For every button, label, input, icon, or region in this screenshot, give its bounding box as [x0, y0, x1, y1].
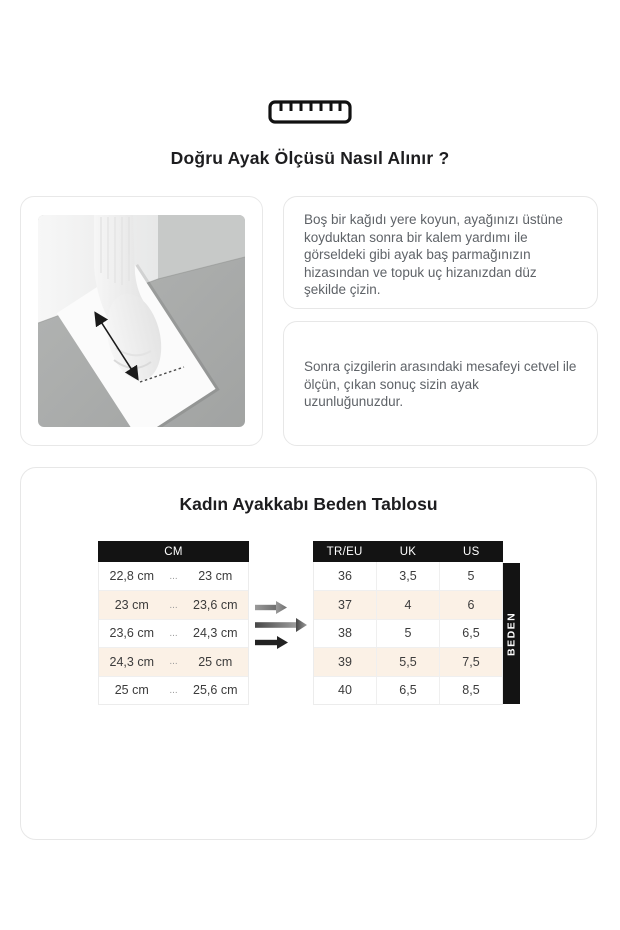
cm-table-row: 23,6 cm ... 24,3 cm — [99, 619, 248, 647]
range-dots: ... — [169, 627, 178, 639]
instruction-step2-text: Sonra çizgilerin arasındaki mesafeyi cetvel ile ölçün, çıkan sonuç sizin ayak uzunluğunuzdur. — [304, 359, 577, 410]
page-title: Doğru Ayak Ölçüsü Nasıl Alınır ? — [170, 148, 450, 168]
instruction-card-1 — [283, 196, 598, 309]
cm-table-row: 23 cm ... 23,6 cm — [99, 590, 248, 618]
instruction-cards — [283, 196, 598, 446]
page-header — [0, 0, 620, 169]
arrow-right-icon — [255, 618, 307, 632]
beden-vertical-label: BEDEN — [503, 563, 520, 704]
foot-measure-photo — [38, 215, 245, 427]
size-conversion-table — [313, 541, 503, 705]
howto-section — [20, 196, 598, 446]
conversion-arrows — [255, 601, 307, 649]
cm-table — [98, 541, 249, 705]
cm-table-header: CM — [98, 541, 249, 562]
instruction-card-2 — [283, 321, 598, 446]
size-table-header: TR/EU UK US — [313, 541, 503, 562]
size-table-row: 36 3,5 5 — [314, 562, 502, 590]
arrow-right-icon — [255, 601, 287, 614]
range-dots: ... — [169, 684, 178, 696]
foot-measure-photo-card — [20, 196, 263, 446]
size-section-title: Kadın Ayakkabı Beden Tablosu — [179, 494, 438, 514]
range-dots: ... — [169, 656, 178, 668]
cm-table-row: 24,3 cm ... 25 cm — [99, 647, 248, 675]
size-table-row: 38 5 6,5 — [314, 619, 502, 647]
size-table-row: 37 4 6 — [314, 590, 502, 618]
size-table-row: 40 6,5 8,5 — [314, 676, 502, 704]
instruction-step1-text: Boş bir kağıdı yere koyun, ayağınızı üstüne koyduktan sonra bir kalem yardımı ile görseldeki gibi ayak baş parmağınızın hizasından ve topuk uç hizanızdan düz şekilde çizin. — [304, 212, 563, 298]
cm-table-row: 25 cm ... 25,6 cm — [99, 676, 248, 704]
range-dots: ... — [169, 599, 178, 611]
arrow-right-icon — [255, 636, 288, 649]
size-table-row: 39 5,5 7,5 — [314, 647, 502, 675]
ruler-icon — [268, 100, 352, 124]
range-dots: ... — [169, 570, 178, 582]
size-table-card — [20, 467, 597, 840]
cm-table-row: 22,8 cm ... 23 cm — [109, 569, 233, 584]
